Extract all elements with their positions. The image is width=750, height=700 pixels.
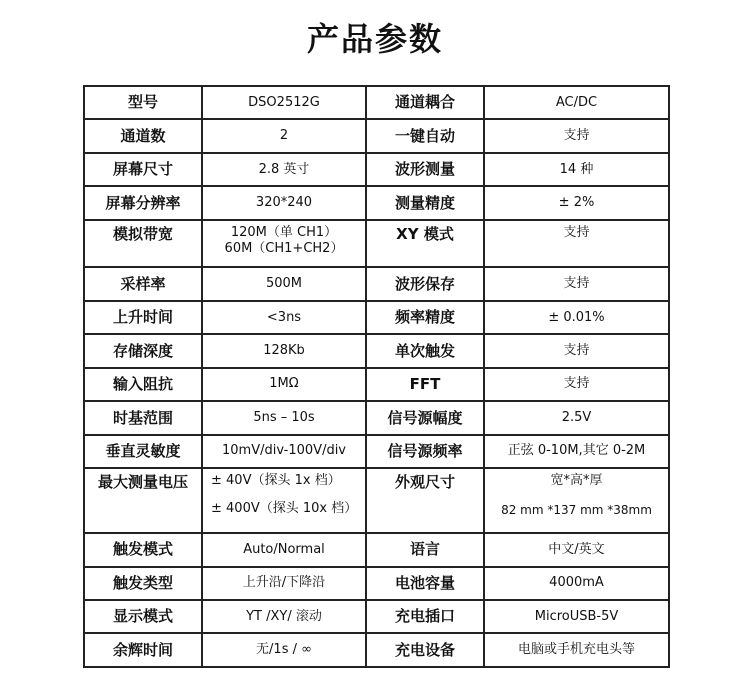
spec-label: 上升时间 [84, 301, 202, 334]
spec-label: 触发类型 [84, 567, 202, 600]
spec-label: 充电插口 [366, 600, 484, 633]
table-row [84, 86, 669, 119]
spec-label: 电池容量 [366, 567, 484, 600]
spec-label: 显示模式 [84, 600, 202, 633]
spec-label: FFT [366, 368, 484, 401]
spec-label: 屏幕尺寸 [84, 153, 202, 186]
spec-value: 支持 [484, 119, 669, 152]
spec-value: ± 2% [484, 186, 669, 219]
spec-value: 4000mA [484, 567, 669, 600]
spec-table [83, 85, 670, 668]
spec-value-line: 120M（单 CH1） [230, 224, 338, 240]
spec-value: 1MΩ [202, 368, 366, 401]
spec-value: 支持 [484, 220, 669, 268]
spec-label: 通道耦合 [366, 86, 484, 119]
spec-value: 支持 [484, 267, 669, 300]
spec-label: 输入阻抗 [84, 368, 202, 401]
spec-label: 单次触发 [366, 334, 484, 367]
spec-value: 320*240 [202, 186, 366, 219]
spec-label: 波形测量 [366, 153, 484, 186]
spec-value-line: 60M（CH1+CH2） [224, 241, 344, 257]
spec-value: 14 种 [484, 153, 669, 186]
spec-label: 外观尺寸 [366, 468, 484, 533]
spec-value-line: 82 mm *137 mm *38mm [501, 503, 652, 518]
table-row [84, 119, 669, 152]
spec-value [484, 468, 669, 533]
spec-value: 电脑或手机充电头等 [484, 633, 669, 667]
spec-value: 10mV/div-100V/div [202, 435, 366, 468]
spec-label: 频率精度 [366, 301, 484, 334]
spec-value: 支持 [484, 368, 669, 401]
table-row [84, 334, 669, 367]
spec-label: 充电设备 [366, 633, 484, 667]
table-row [84, 633, 669, 667]
spec-value: 正弦 0-10M,其它 0-2M [484, 435, 669, 468]
spec-value-line: ± 40V（探头 1x 档） [211, 473, 341, 489]
spec-value: YT /XY/ 滚动 [202, 600, 366, 633]
spec-label: 余辉时间 [84, 633, 202, 667]
table-row [84, 267, 669, 300]
spec-label: XY 模式 [366, 220, 484, 268]
spec-value [202, 468, 366, 533]
spec-value: 500M [202, 267, 366, 300]
spec-label: 型号 [84, 86, 202, 119]
spec-value-line: 宽*高*厚 [550, 473, 603, 489]
spec-value: 5ns – 10s [202, 401, 366, 434]
table-row [84, 153, 669, 186]
spec-value: Auto/Normal [202, 533, 366, 566]
table-row [84, 435, 669, 468]
spec-label: 触发模式 [84, 533, 202, 566]
table-row [84, 301, 669, 334]
spec-label: 模拟带宽 [84, 220, 202, 268]
spec-label: 采样率 [84, 267, 202, 300]
spec-value: 2.5V [484, 401, 669, 434]
spec-label: 通道数 [84, 119, 202, 152]
spec-value: ± 0.01% [484, 301, 669, 334]
spec-value: AC/DC [484, 86, 669, 119]
spec-value-line: ± 400V（探头 10x 档） [211, 501, 358, 517]
table-row [84, 600, 669, 633]
table-row [84, 567, 669, 600]
page-title: 产品参数 [306, 20, 443, 58]
spec-value: 上升沿/下降沿 [202, 567, 366, 600]
spec-value: 2.8 英寸 [202, 153, 366, 186]
spec-value: 支持 [484, 334, 669, 367]
spec-value [202, 220, 366, 268]
spec-label: 垂直灵敏度 [84, 435, 202, 468]
table-row [84, 186, 669, 219]
spec-label: 时基范围 [84, 401, 202, 434]
table-row [84, 401, 669, 434]
table-row [84, 533, 669, 566]
spec-value: 中文/英文 [484, 533, 669, 566]
spec-label: 一键自动 [366, 119, 484, 152]
spec-value: MicroUSB-5V [484, 600, 669, 633]
table-row [84, 220, 669, 268]
spec-label: 语言 [366, 533, 484, 566]
spec-value: <3ns [202, 301, 366, 334]
spec-value: 2 [202, 119, 366, 152]
spec-value: 无/1s / ∞ [202, 633, 366, 667]
spec-value: 128Kb [202, 334, 366, 367]
table-row [84, 368, 669, 401]
spec-label: 信号源幅度 [366, 401, 484, 434]
spec-label: 屏幕分辨率 [84, 186, 202, 219]
spec-label: 最大测量电压 [84, 468, 202, 533]
table-row [84, 468, 669, 533]
spec-value: DSO2512G [202, 86, 366, 119]
spec-label: 信号源频率 [366, 435, 484, 468]
spec-label: 存储深度 [84, 334, 202, 367]
spec-label: 波形保存 [366, 267, 484, 300]
spec-label: 测量精度 [366, 186, 484, 219]
